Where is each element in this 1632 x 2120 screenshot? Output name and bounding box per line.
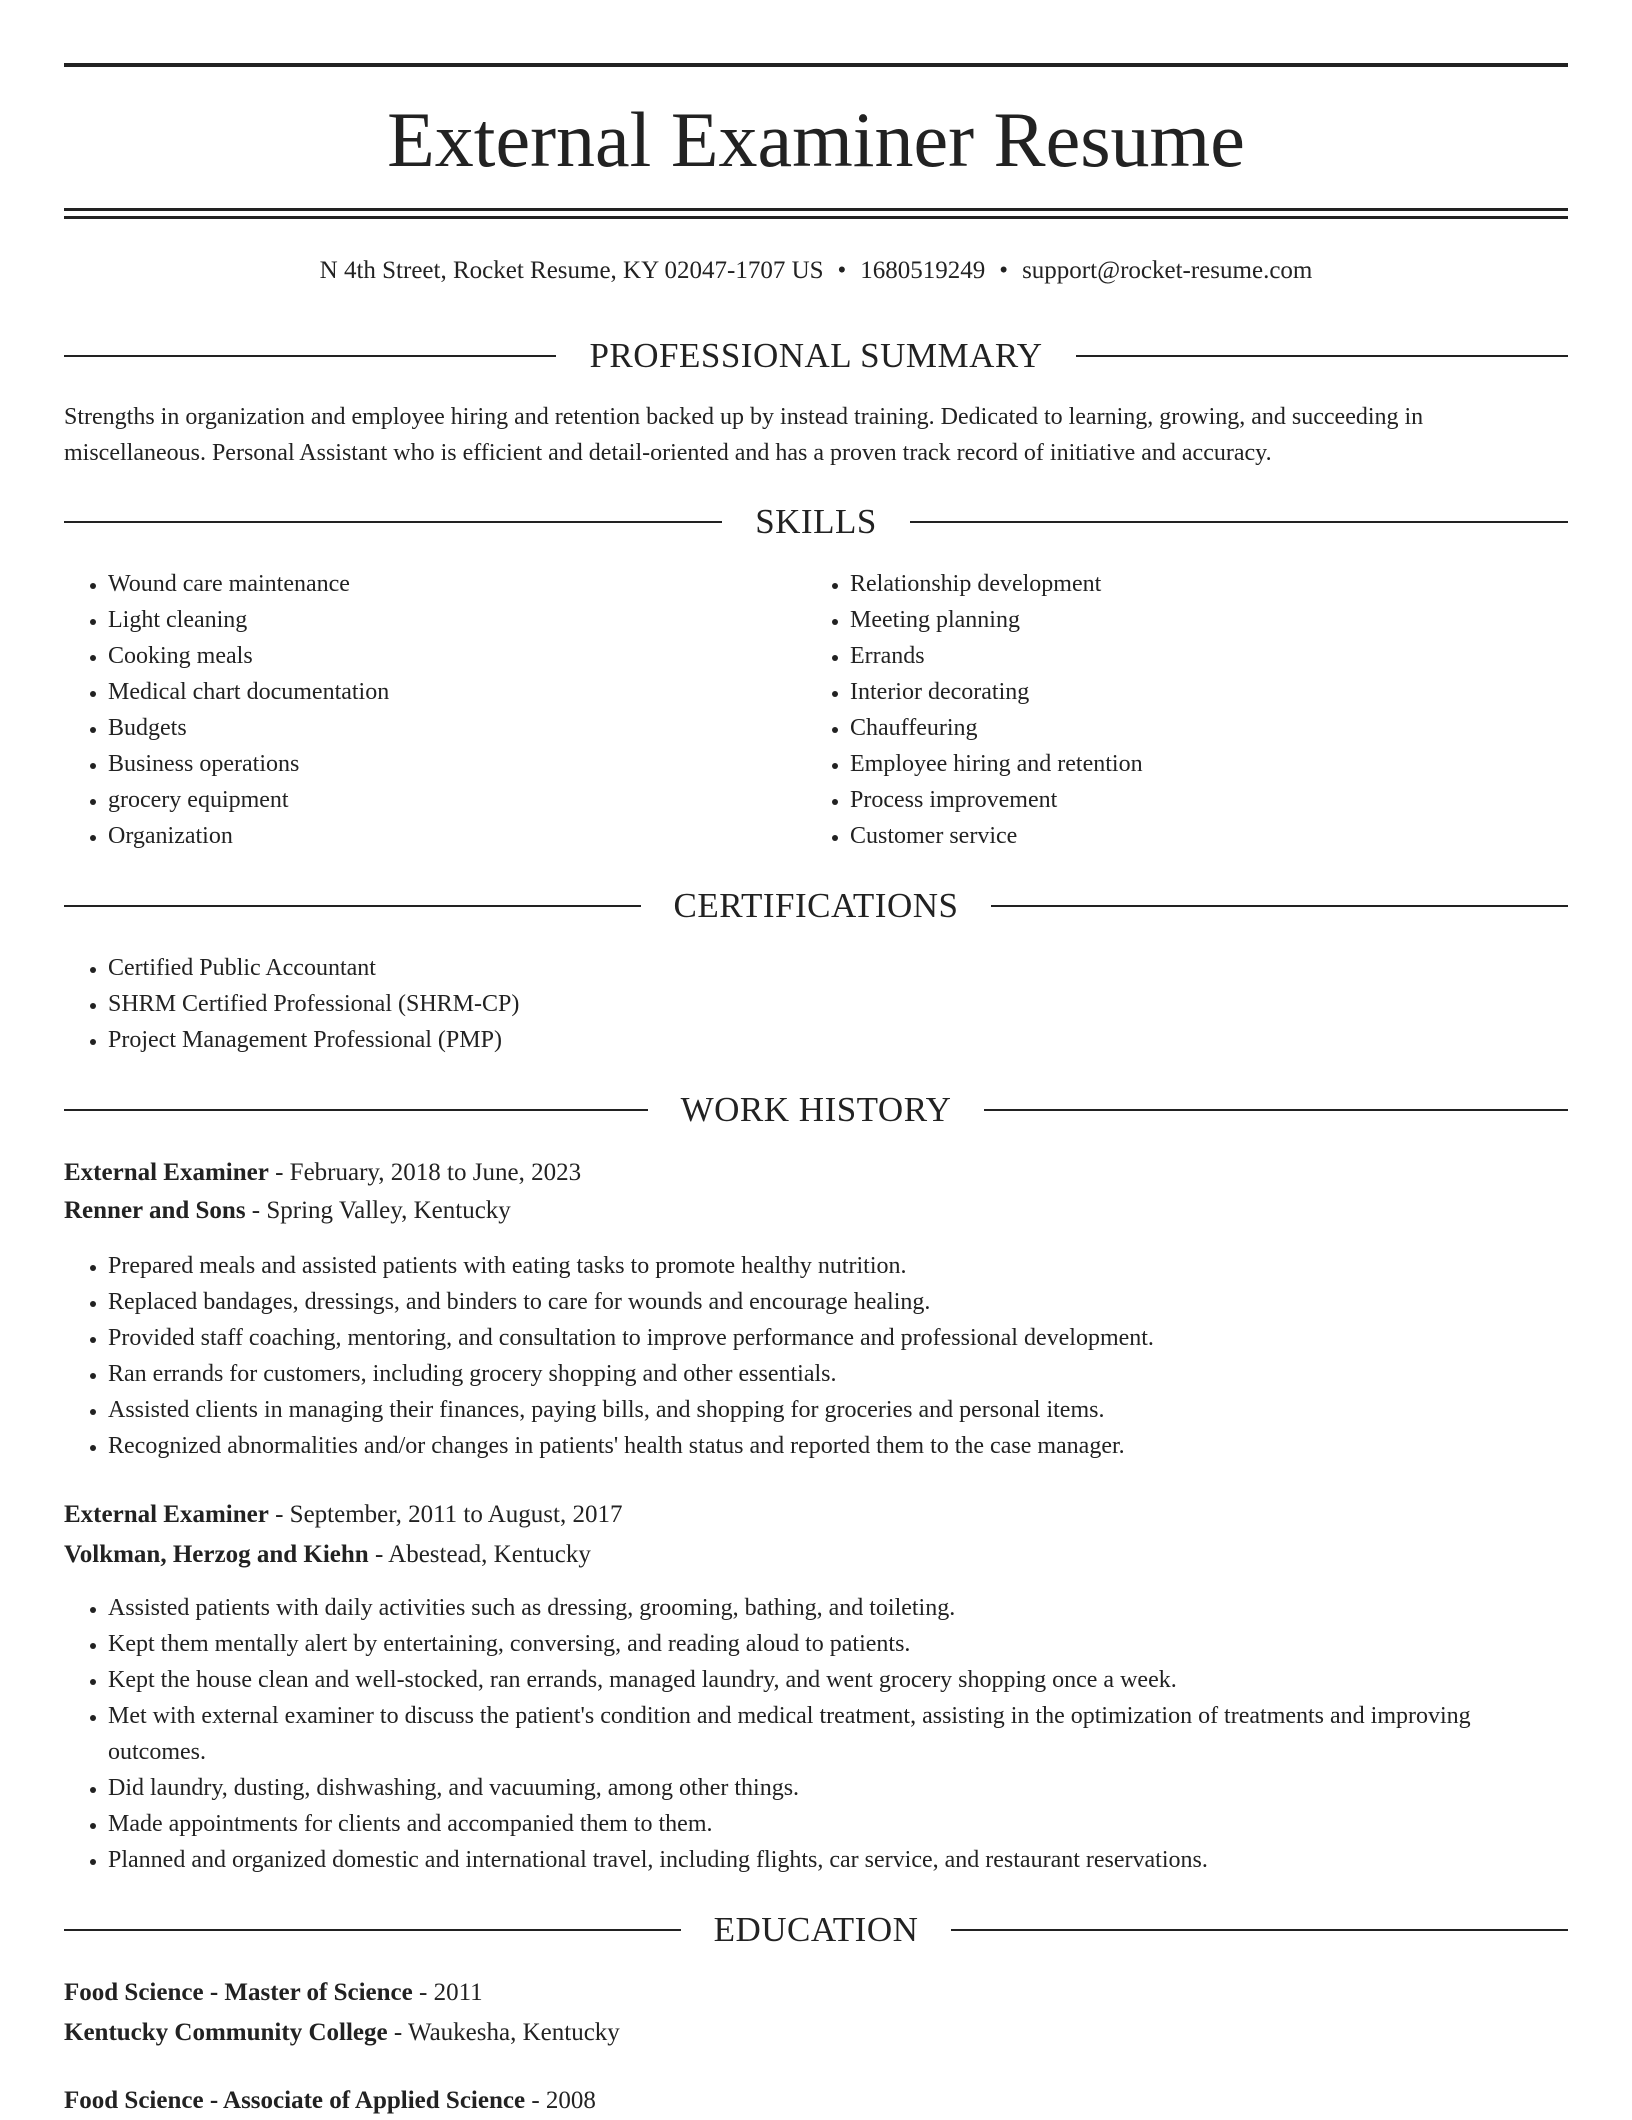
education-location: Waukesha, Kentucky <box>407 2019 620 2046</box>
list-item: • Planned and organized domestic and international travel, including flights, car service, and restaurant reservations. <box>108 1842 1568 1878</box>
top-rule <box>64 63 1568 67</box>
job-company-line: Volkman, Herzog and Kiehn - Abestead, Kentucky <box>64 1541 591 1568</box>
heading-rule <box>64 355 556 357</box>
list-item: • Certified Public Accountant <box>108 950 1568 986</box>
list-item: • Assisted patients with daily activities such as dressing, grooming, bathing, and toileting. <box>108 1590 1568 1626</box>
list-item: • grocery equipment <box>108 782 808 818</box>
education-school-line: Kentucky Community College - Waukesha, Kentucky <box>64 2019 620 2046</box>
section-heading-education <box>64 1908 1568 1952</box>
job-company: Renner and Sons <box>64 1197 246 1224</box>
job-location: Abestead, Kentucky <box>388 1541 591 1568</box>
list-item: • Provided staff coaching, mentoring, and consultation to improve performance and professional development. <box>108 1320 1568 1356</box>
heading-rule <box>64 1929 681 1931</box>
section-heading-certifications <box>64 884 1568 928</box>
list-item: • Project Management Professional (PMP) <box>108 1022 1568 1058</box>
education-year: 2008 <box>545 2087 596 2114</box>
section-heading-label: PROFESSIONAL SUMMARY <box>589 336 1043 375</box>
job-title-line: External Examiner - September, 2011 to August, 2017 <box>64 1501 623 1528</box>
skills-list-right <box>806 566 1550 854</box>
heading-rule <box>64 1109 648 1111</box>
heading-rule <box>910 521 1568 523</box>
education-degree: Food Science - Master of Science <box>64 1979 413 2006</box>
resume-title: External Examiner Resume <box>387 96 1245 183</box>
job-company-line: Renner and Sons - Spring Valley, Kentucky <box>64 1197 511 1224</box>
title-rule-upper <box>64 208 1568 211</box>
heading-rule <box>991 905 1568 907</box>
skills-list-left <box>64 566 808 854</box>
list-item: • Meeting planning <box>850 602 1550 638</box>
list-item: • Kept the house clean and well-stocked, ran errands, managed laundry, and went grocery shopping once a week. <box>108 1662 1568 1698</box>
list-item: • Relationship development <box>850 566 1550 602</box>
job-title: External Examiner <box>64 1501 269 1528</box>
list-item: • Kept them mentally alert by entertaining, conversing, and reading aloud to patients. <box>108 1626 1568 1662</box>
list-item: • Organization <box>108 818 808 854</box>
list-item: • Process improvement <box>850 782 1550 818</box>
section-heading-label: EDUCATION <box>713 1910 919 1949</box>
contact-line <box>64 254 1568 288</box>
list-item: • Recognized abnormalities and/or changes in patients' health status and reported them to the case manager. <box>108 1428 1568 1464</box>
job-title-line: External Examiner - February, 2018 to June, 2023 <box>64 1159 582 1186</box>
heading-rule <box>64 905 641 907</box>
section-heading-label: WORK HISTORY <box>680 1090 952 1129</box>
education-school: Kentucky Community College <box>64 2019 388 2046</box>
certifications-list <box>64 950 1568 1058</box>
job-bullets <box>64 1590 1568 1878</box>
job-dates: September, 2011 to August, 2017 <box>289 1501 623 1528</box>
list-item: • Chauffeuring <box>850 710 1550 746</box>
education-degree-line: Food Science - Master of Science - 2011 <box>64 1979 483 2006</box>
list-item: • Assisted clients in managing their finances, paying bills, and shopping for groceries and personal items. <box>108 1392 1568 1428</box>
list-item: • Interior decorating <box>850 674 1550 710</box>
list-item: • Made appointments for clients and accompanied them to them. <box>108 1806 1568 1842</box>
section-heading-summary <box>64 334 1568 378</box>
job-bullets <box>64 1248 1568 1464</box>
education-degree-line: Food Science - Associate of Applied Science - 2008 <box>64 2087 596 2114</box>
list-item: • Medical chart documentation <box>108 674 808 710</box>
list-item: • Prepared meals and assisted patients with eating tasks to promote healthy nutrition. <box>108 1248 1568 1284</box>
list-item: • Customer service <box>850 818 1550 854</box>
contact-separator: • <box>837 257 847 284</box>
list-item: • Business operations <box>108 746 808 782</box>
education-degree: Food Science - Associate of Applied Science <box>64 2087 526 2114</box>
education-year: 2011 <box>433 1979 483 2006</box>
list-item: • Cooking meals <box>108 638 808 674</box>
list-item: • Budgets <box>108 710 808 746</box>
list-item: • Did laundry, dusting, dishwashing, and vacuuming, among other things. <box>108 1770 1568 1806</box>
heading-rule <box>64 521 722 523</box>
section-heading-label: CERTIFICATIONS <box>673 886 959 925</box>
list-item: • Ran errands for customers, including grocery shopping and other essentials. <box>108 1356 1568 1392</box>
list-item: • Employee hiring and retention <box>850 746 1550 782</box>
list-item: • Errands <box>850 638 1550 674</box>
heading-rule <box>1076 355 1568 357</box>
title-rule-lower <box>64 216 1568 219</box>
heading-rule <box>951 1929 1568 1931</box>
job-title: External Examiner <box>64 1159 269 1186</box>
list-item: • Met with external examiner to discuss the patient's condition and medical treatment, assisting in the optimization of treatments and improving outcomes. <box>108 1698 1568 1770</box>
job-location: Spring Valley, Kentucky <box>266 1197 511 1224</box>
list-item: • Replaced bandages, dressings, and binders to care for wounds and encourage healing. <box>108 1284 1568 1320</box>
list-item: • Light cleaning <box>108 602 808 638</box>
section-heading-label: SKILLS <box>755 502 877 541</box>
contact-phone: 1680519249 <box>860 257 986 284</box>
section-heading-skills <box>64 500 1568 544</box>
summary-text: Strengths in organization and employee hiring and retention backed up by instead training. Dedicated to learning, growing, and succeeding in miscellaneous. Personal Assistant who is efficient and detail-oriented and has a proven track record of initiative and accuracy. <box>64 404 1424 466</box>
list-item: • SHRM Certified Professional (SHRM-CP) <box>108 986 1568 1022</box>
job-dates: February, 2018 to June, 2023 <box>289 1159 582 1186</box>
section-heading-work-history <box>64 1088 1568 1132</box>
list-item: • Wound care maintenance <box>108 566 808 602</box>
job-company: Volkman, Herzog and Kiehn <box>64 1541 369 1568</box>
contact-address: N 4th Street, Rocket Resume, KY 02047-1707 US <box>319 257 824 284</box>
heading-rule <box>984 1109 1568 1111</box>
contact-separator: • <box>999 257 1009 284</box>
contact-email: support@rocket-resume.com <box>1022 257 1313 284</box>
